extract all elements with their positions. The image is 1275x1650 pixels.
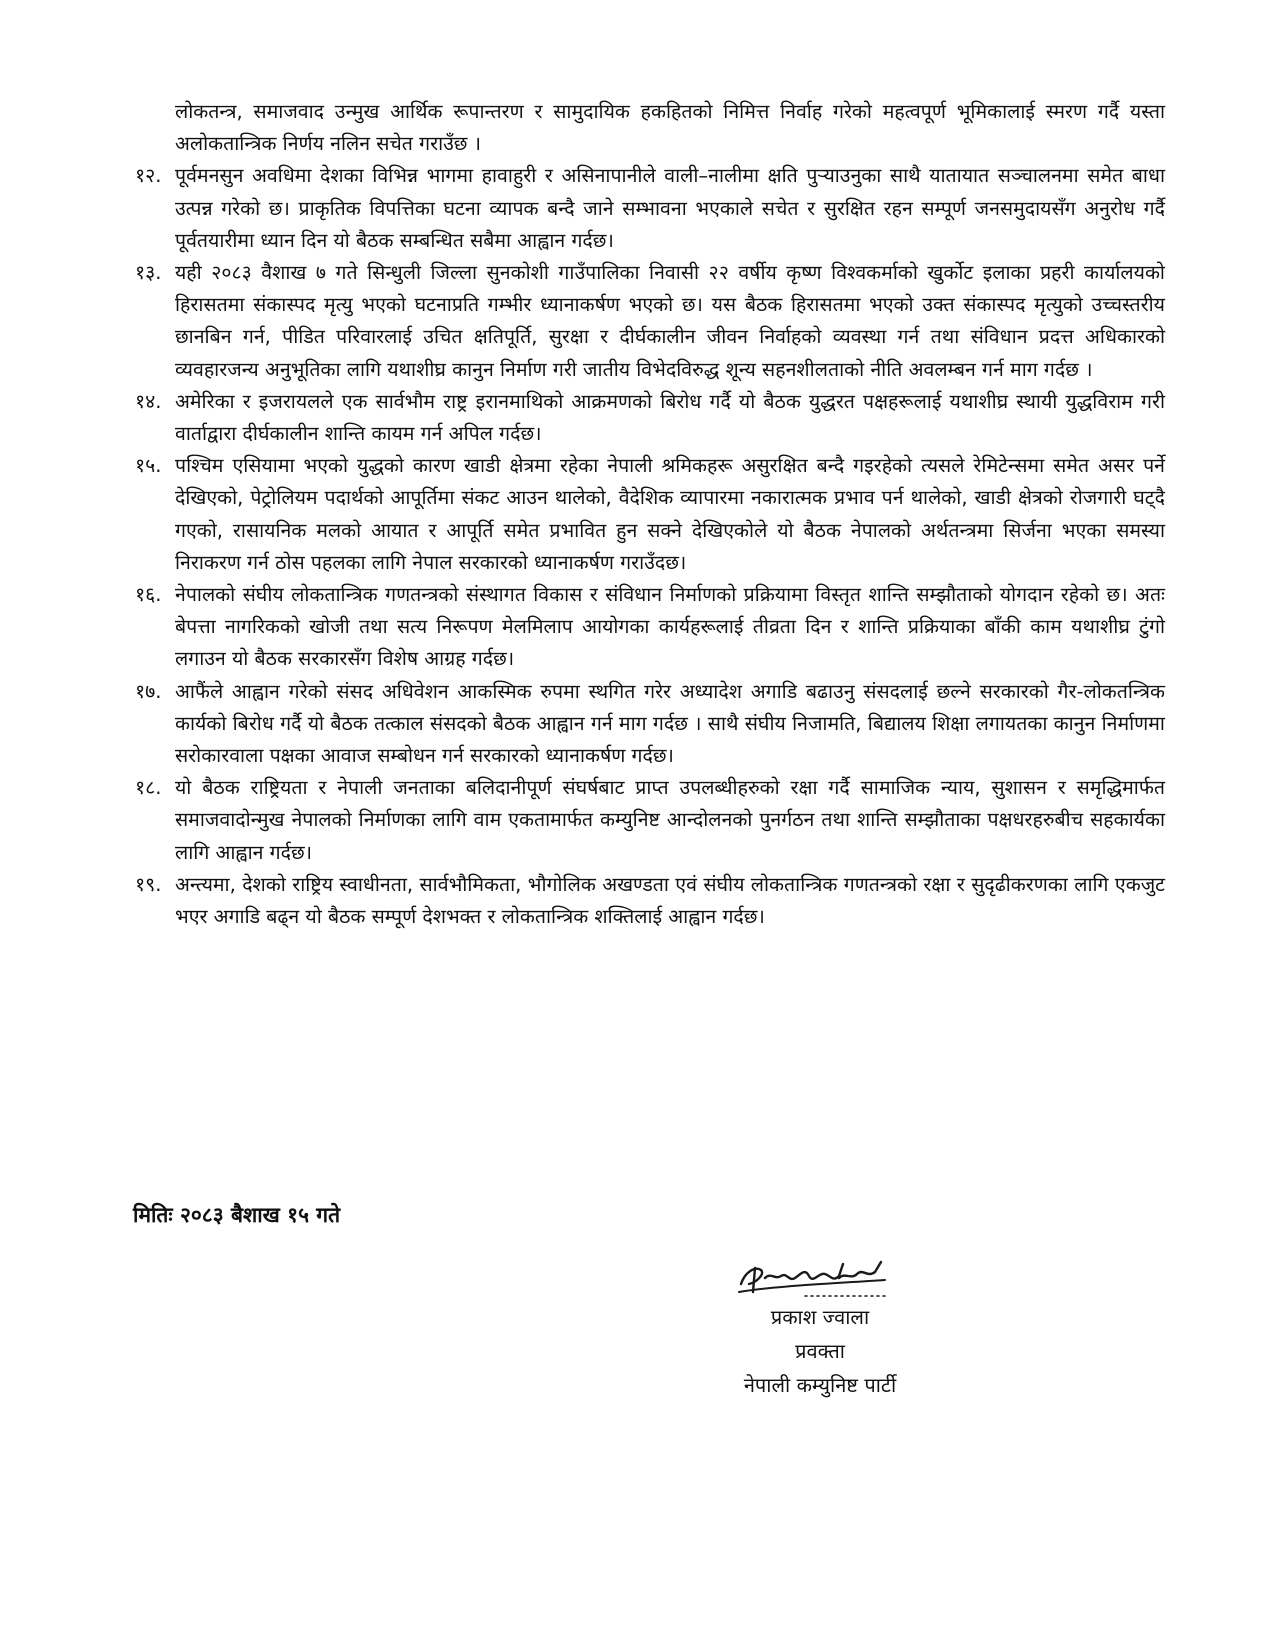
list-item [135, 160, 1165, 257]
item-number: १४. [135, 389, 162, 413]
item-number: १२. [135, 164, 162, 188]
item-number: १६. [135, 583, 162, 607]
item-number: १५. [135, 454, 162, 478]
item-text: पश्चिम एसियामा भएको युद्धको कारण खाडी क्षेत्रमा रहेका नेपाली श्रमिकहरू असुरक्षित बन्दै गइरहेको त्यसले रेमिटेन्समा समेत असर पर्ने देखिएको, पेट्रोलियम पदार्थको आपूर्तिमा संकट आउन थालेको, वैदेशिक व्यापारमा नकारात्मक प्रभाव पर्न थालेको, खाडी क्षेत्रको रोजगारी घट्दै गएको, रासायनिक मलको आयात र आपूर्ति समेत प्रभावित हुन सक्ने देखिएकोले यो बैठक नेपालको अर्थतन्त्रमा सिर्जना भएका समस्या निराकरण गर्न ठोस पहलका लागि नेपाल सरकारको ध्यानाकर्षण गराउँदछ। [175, 454, 1165, 574]
signatory-name: प्रकाश ज्वाला [770, 1305, 870, 1329]
handwritten-signature [735, 1254, 895, 1300]
list-item [135, 579, 1165, 676]
list-item [135, 450, 1165, 579]
list-item [135, 257, 1165, 386]
item-text: पूर्वमनसुन अवधिमा देशका विभिन्न भागमा हावाहुरी र असिनापानीले वाली–नालीमा क्षति पुऱ्याउनुका साथै यातायात सञ्चालनमा समेत बाधा उत्पन्न गरेको छ। प्राकृतिक विपत्तिका घटना व्यापक बन्दै जाने सम्भावना भएकाले सचेत र सुरक्षित रहन सम्पूर्ण जनसमुदायसँग अनुरोध गर्दै पूर्वतयारीमा ध्यान दिन यो बैठक सम्बन्धित सबैमा आह्वान गर्दछ। [175, 164, 1165, 252]
list-item [135, 869, 1165, 933]
item-text: अमेरिका र इजरायलले एक सार्वभौम राष्ट्र इरानमाथिको आक्रमणको बिरोध गर्दै यो बैठक युद्धरत पक्षहरूलाई यथाशीघ्र स्थायी युद्धविराम गरी वार्ताद्वारा दीर्घकालीन शान्ति कायम गर्न अपिल गर्दछ। [175, 389, 1165, 446]
continuation-paragraph: लोकतन्त्र, समाजवाद उन्मुख आर्थिक रूपान्तरण र सामुदायिक हकहितको निमित्त निर्वाह गरेको महत्वपूर्ण भूमिकालाई स्मरण गर्दै यस्ता अलोकतान्त्रिक निर्णय नलिन सचेत गराउँछ । [175, 100, 1165, 156]
item-text: अन्त्यमा, देशको राष्ट्रिय स्वाधीनता, सार्वभौमिकता, भौगोलिक अखण्डता एवं संघीय लोकतान्त्रिक गणतन्त्रको रक्षा र सुदृढीकरणका लागि एकजुट भएर अगाडि बढ्न यो बैठक सम्पूर्ण देशभक्त र लोकतान्त्रिक शक्तिलाई आह्वान गर्दछ। [175, 872, 1165, 929]
list-item [135, 386, 1165, 450]
list-item [135, 676, 1165, 773]
item-number: १९. [135, 872, 162, 896]
item-text: यो बैठक राष्ट्रियता र नेपाली जनताका बलिदानीपूर्ण संघर्षबाट प्राप्त उपलब्धीहरुको रक्षा गर्दै सामाजिक न्याय, सुशासन र समृद्धिमार्फत समाजवादोन्मुख नेपालको निर्माणका लागि वाम एकतामार्फत कम्युनिष्ट आन्दोलनको पुनर्गठन तथा शान्ति सम्झौताका पक्षधरहरुबीच सहकार्यका लागि आह्वान गर्दछ। [175, 776, 1165, 864]
signatory-title: प्रवक्ता [795, 1339, 845, 1363]
item-text: नेपालको संघीय लोकतान्त्रिक गणतन्त्रको संस्थागत विकास र संविधान निर्माणको प्रक्रियामा विस्तृत शान्ति सम्झौताको योगदान रहेको छ। अतः बेपत्ता नागरिकको खोजी तथा सत्य निरूपण मेलमिलाप आयोगका कार्यहरूलाई तीव्रता दिन र शान्ति प्रक्रियाका बाँकी काम यथाशीघ्र टुंगो लगाउन यो बैठक सरकारसँग विशेष आग्रह गर्दछ। [175, 583, 1165, 671]
signatory-block [690, 1300, 950, 1402]
item-number: १७. [135, 679, 162, 703]
list-item [135, 772, 1165, 869]
item-text: आफैंले आह्वान गरेको संसद अधिवेशन आकस्मिक रुपमा स्थगित गरेर अध्यादेश अगाडि बढाउनु संसदलाई छल्ने सरकारको गैर-लोकतन्त्रिक कार्यको बिरोध गर्दै यो बैठक तत्काल संसदको बैठक आह्वान गर्न माग गर्दछ । साथै संघीय निजामति, बिद्यालय शिक्षा लगायतका कानुन निर्माणमा सरोकारवाला पक्षका आवाज सम्बोधन गर्न सरकारको ध्यानाकर्षण गर्दछ। [175, 679, 1165, 768]
signatory-organization: नेपाली कम्युनिष्ट पार्टी [743, 1373, 897, 1397]
date-line: मितिः २०८३ बैशाख १५ गते [133, 1203, 341, 1227]
item-text: यही २०८३ वैशाख ७ गते सिन्धुली जिल्ला सुनकोशी गाउँपालिका निवासी २२ वर्षीय कृष्ण विश्वकर्माको खुर्कोट इलाका प्रहरी कार्यालयको हिरासतमा संकास्पद मृत्यु भएको घटनाप्रति गम्भीर ध्यानाकर्षण भएको छ। यस बैठक हिरासतमा भएको उक्त संकास्पद मृत्युको उच्चस्तरीय छानबिन गर्न, पीडित परिवारलाई उचित क्षतिपूर्ति, सुरक्षा र दीर्घकालीन जीवन निर्वाहको व्यवस्था गर्न तथा संविधान प्रदत्त अधिकारको व्यवहारजन्य अनुभूतिका लागि यथाशीघ्र कानुन निर्माण गरी जातीय विभेदविरुद्ध शून्य सहनशीलताको नीति अवलम्बन गर्न माग गर्दछ । [175, 261, 1165, 381]
item-number: १३. [135, 261, 162, 285]
document-body [135, 96, 1165, 933]
item-number: १८. [135, 776, 162, 800]
